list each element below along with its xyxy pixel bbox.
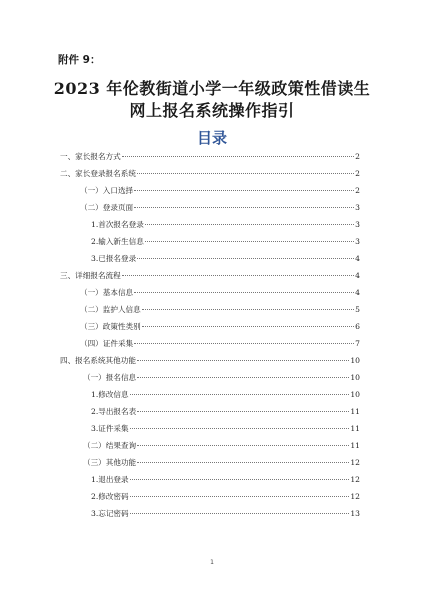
toc-entry-label: 3.证件采集 <box>91 424 129 433</box>
toc-leader-dots <box>134 343 354 344</box>
toc-entry-label: （三）其他功能 <box>83 458 137 467</box>
toc-leader-dots <box>130 479 350 480</box>
toc-leader-dots <box>122 156 354 157</box>
toc-entry-page: 12 <box>350 492 360 501</box>
toc-entry[interactable] <box>60 509 360 519</box>
toc-entry-label: 二、家长登录报名系统 <box>60 169 136 178</box>
toc-entry[interactable] <box>60 458 360 468</box>
toc-leader-dots <box>137 445 349 446</box>
toc-entry-page: 2 <box>355 169 360 178</box>
toc-entry-label: 三、详细报名流程 <box>60 271 121 280</box>
toc-entry-page: 10 <box>350 356 360 365</box>
toc-entry-page: 3 <box>355 220 360 229</box>
toc-entry[interactable] <box>60 186 360 196</box>
toc-entry[interactable] <box>60 254 360 264</box>
toc-entry-page: 12 <box>350 475 360 484</box>
toc-entry-page: 5 <box>355 305 360 314</box>
toc-entry[interactable] <box>60 271 360 281</box>
attachment-label: 附件 9： <box>58 54 101 66</box>
toc-entry-page: 2 <box>355 152 360 161</box>
toc-entry[interactable] <box>60 288 360 298</box>
toc-entry[interactable] <box>60 407 360 417</box>
toc-leader-dots <box>134 190 354 191</box>
toc-leader-dots <box>130 496 350 497</box>
toc-entry[interactable] <box>60 441 360 451</box>
toc-entry[interactable] <box>60 152 360 162</box>
toc-entry-page: 13 <box>350 509 360 518</box>
toc-leader-dots <box>137 173 354 174</box>
toc-leader-dots <box>145 241 354 242</box>
toc-entry[interactable] <box>60 356 360 366</box>
toc-entry-label: 2.修改密码 <box>91 492 129 501</box>
toc-leader-dots <box>142 309 354 310</box>
toc-leader-dots <box>134 207 354 208</box>
toc-entry-page: 10 <box>350 390 360 399</box>
toc-entry[interactable] <box>60 220 360 230</box>
toc-entry[interactable] <box>60 339 360 349</box>
toc-entry-page: 11 <box>350 424 360 433</box>
toc-leader-dots <box>137 258 354 259</box>
toc-entry-label: 四、报名系统其他功能 <box>60 356 136 365</box>
toc-entry-page: 4 <box>355 288 360 297</box>
toc-entry-page: 10 <box>350 373 360 382</box>
toc-entry-page: 3 <box>355 203 360 212</box>
toc-entry-label: 1.首次报名登录 <box>91 220 144 229</box>
toc-leader-dots <box>130 428 350 429</box>
toc-entry-page: 6 <box>355 322 360 331</box>
toc-entry[interactable] <box>60 424 360 434</box>
toc-entry-page: 4 <box>355 254 360 263</box>
toc-entry[interactable] <box>60 203 360 213</box>
toc-entry-label: 3.忘记密码 <box>91 509 129 518</box>
toc-entry-page: 2 <box>355 186 360 195</box>
toc-entry-page: 11 <box>350 441 360 450</box>
toc-leader-dots <box>122 275 354 276</box>
toc-entry-label: （二）监护人信息 <box>80 305 141 314</box>
toc-leader-dots <box>137 462 349 463</box>
toc-entry[interactable] <box>60 492 360 502</box>
toc-entry-label: 一、家长报名方式 <box>60 152 121 161</box>
toc-entry-label: （二）结果查询 <box>83 441 137 450</box>
toc-entry-label: （四）证件采集 <box>80 339 134 348</box>
toc-entry[interactable] <box>60 475 360 485</box>
toc-heading: 目录 <box>196 129 227 147</box>
toc-entry-page: 3 <box>355 237 360 246</box>
toc-entry-label: 1.修改信息 <box>91 390 129 399</box>
toc-entry[interactable] <box>60 237 360 247</box>
toc-entry[interactable] <box>60 390 360 400</box>
toc-entry[interactable] <box>60 169 360 179</box>
toc-entry-label: 2.输入新生信息 <box>91 237 144 246</box>
toc-leader-dots <box>137 377 349 378</box>
toc-entry-page: 7 <box>355 339 360 348</box>
toc-entry-label: 3.已报名登录 <box>91 254 137 263</box>
toc-entry-label: 2.导出报名表 <box>91 407 137 416</box>
toc-leader-dots <box>130 394 350 395</box>
toc-entry-label: （一）报名信息 <box>83 373 137 382</box>
document-title-line2: 网上报名系统操作指引 <box>129 101 295 120</box>
document-title-line1: 2023 年伦教街道小学一年级政策性借读生 <box>53 79 371 98</box>
toc-entry-label: （二）登录页面 <box>80 203 134 212</box>
toc-entry[interactable] <box>60 322 360 332</box>
toc-entry-label: （一）基本信息 <box>80 288 134 297</box>
toc-entry[interactable] <box>60 373 360 383</box>
toc-entry-page: 4 <box>355 271 360 280</box>
toc-leader-dots <box>137 360 349 361</box>
toc-entry[interactable] <box>60 305 360 315</box>
toc-leader-dots <box>142 326 354 327</box>
page-number: 1 <box>210 559 214 566</box>
toc-leader-dots <box>130 513 350 514</box>
toc-entry-page: 12 <box>350 458 360 467</box>
toc-entry-page: 11 <box>350 407 360 416</box>
toc-leader-dots <box>145 224 354 225</box>
toc-leader-dots <box>137 411 349 412</box>
toc-entry-label: 1.退出登录 <box>91 475 129 484</box>
toc-entry-label: （三）政策性类别 <box>80 322 141 331</box>
toc-leader-dots <box>134 292 354 293</box>
toc-entry-label: （一）入口选择 <box>80 186 134 195</box>
